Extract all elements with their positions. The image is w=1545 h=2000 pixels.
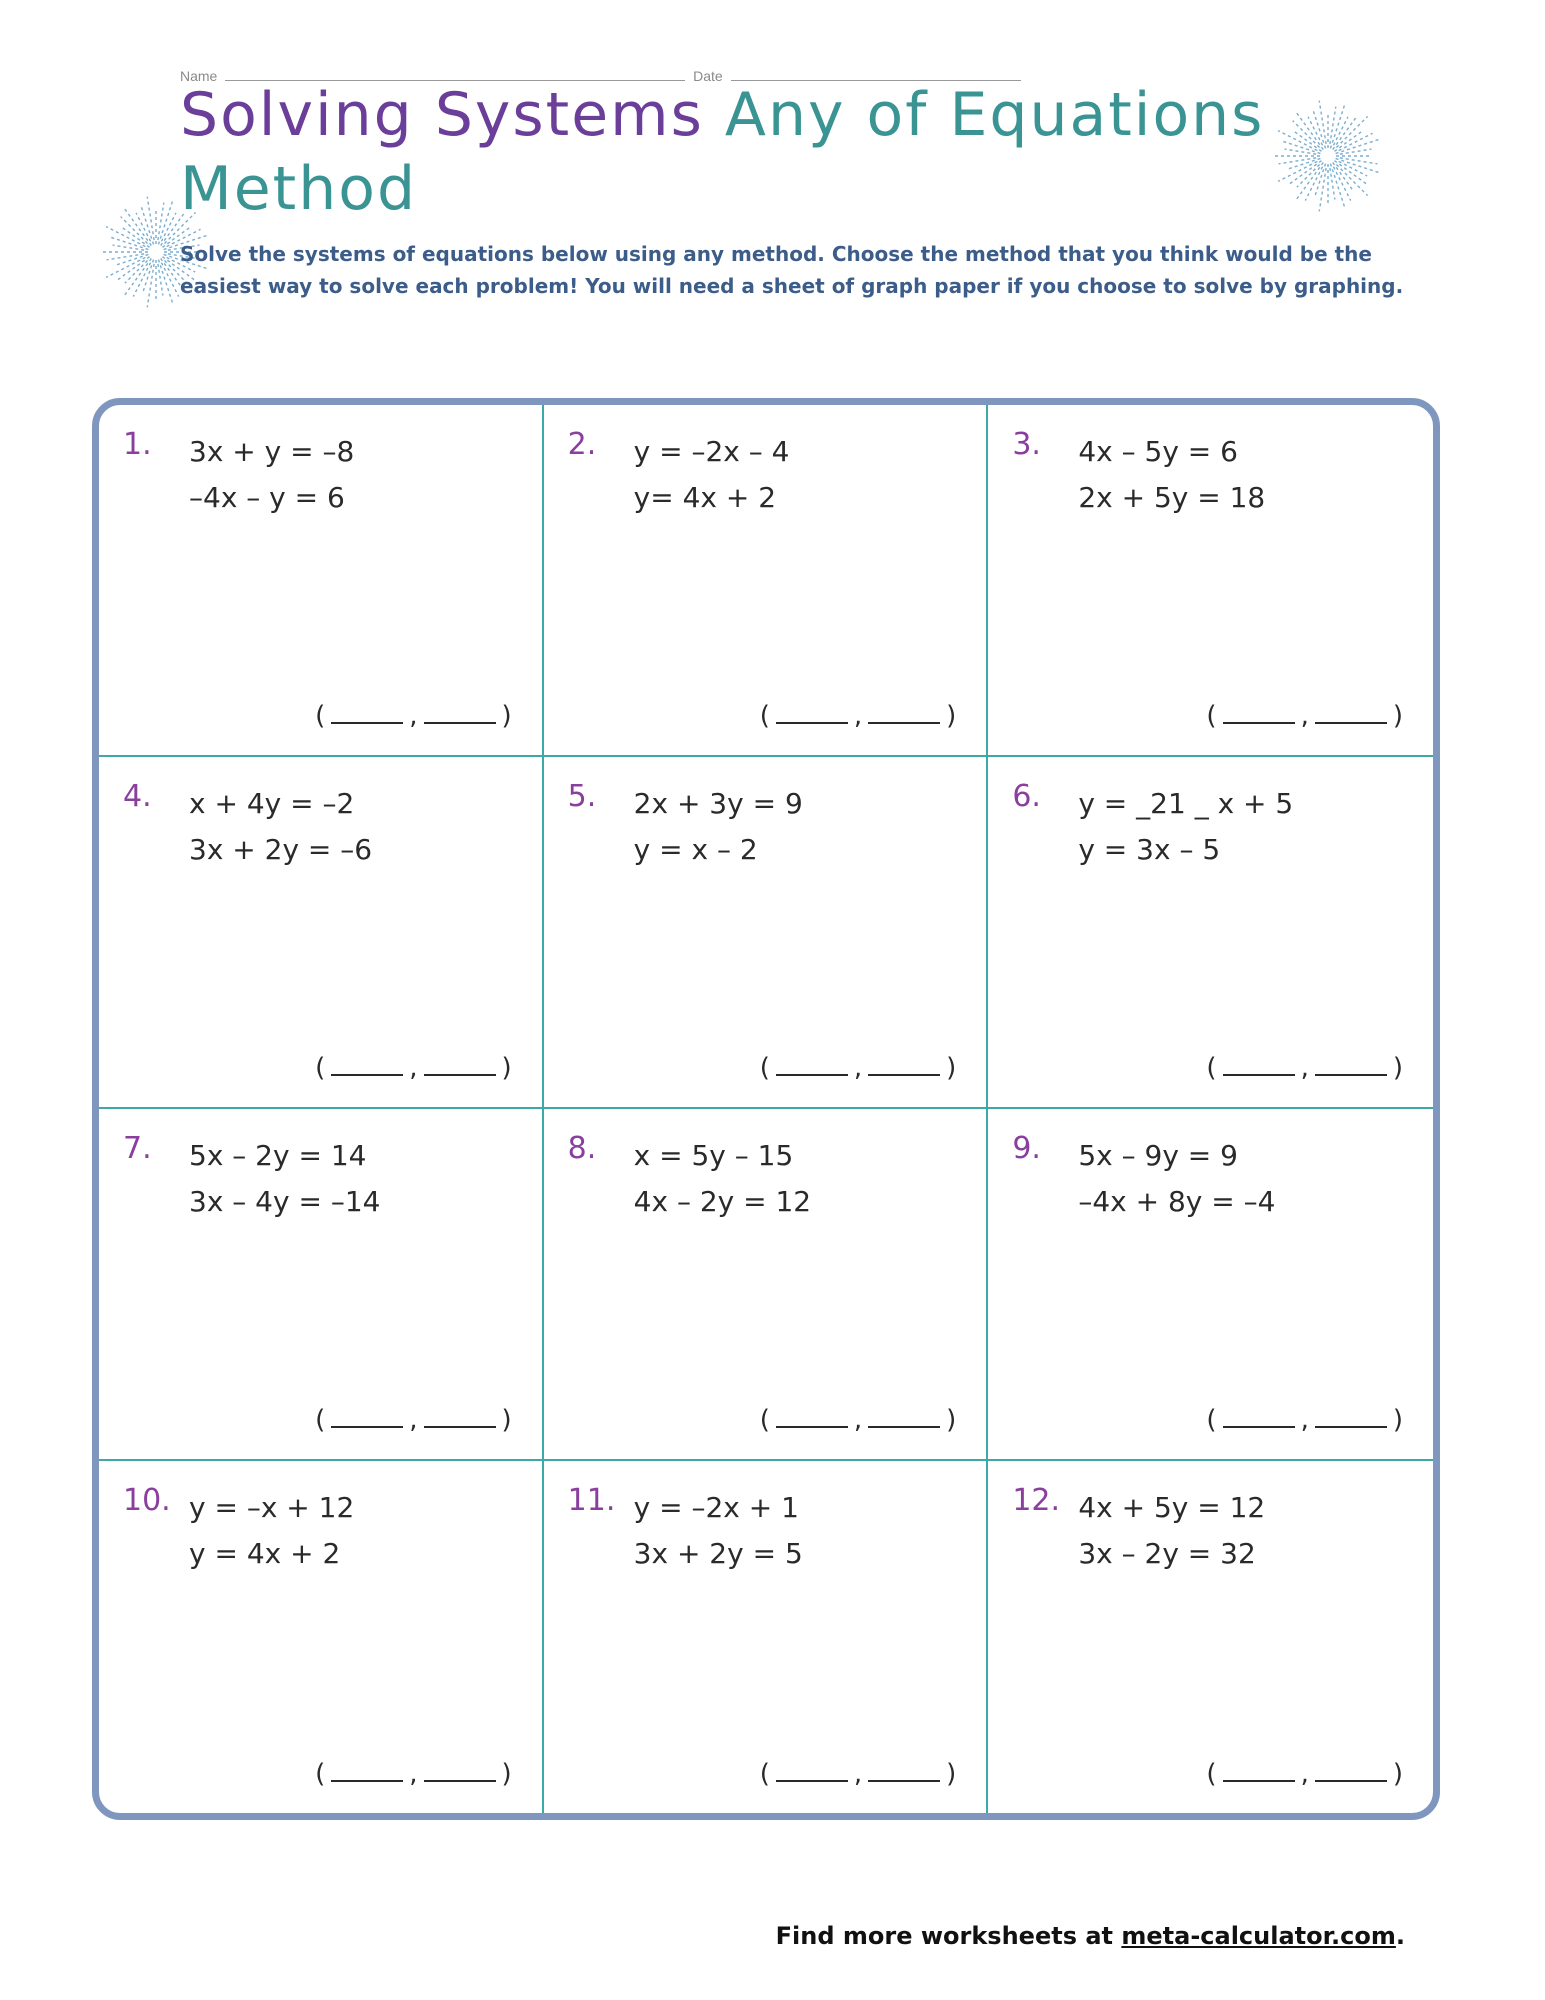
answer-blank[interactable] bbox=[1206, 1053, 1403, 1083]
answer-x-blank[interactable] bbox=[331, 1406, 403, 1428]
answer-comma: , bbox=[409, 701, 418, 731]
equation-pair bbox=[1078, 781, 1293, 873]
equation-pair bbox=[634, 781, 803, 873]
answer-close-paren: ) bbox=[1392, 1053, 1403, 1083]
answer-x-blank[interactable] bbox=[1223, 702, 1295, 724]
answer-open-paren: ( bbox=[1206, 1759, 1217, 1789]
answer-blank[interactable] bbox=[1206, 701, 1403, 731]
problem-number: 1. bbox=[123, 427, 152, 462]
answer-x-blank[interactable] bbox=[331, 1054, 403, 1076]
problem-number: 12. bbox=[1012, 1483, 1061, 1518]
answer-y-blank[interactable] bbox=[868, 1406, 940, 1428]
equation-2: y= 4x + 2 bbox=[633, 481, 777, 514]
answer-y-blank[interactable] bbox=[1315, 702, 1387, 724]
problem-cell bbox=[988, 1109, 1433, 1461]
problem-number: 5. bbox=[567, 779, 597, 814]
equation-1: y = _21 _ x + 5 bbox=[1078, 787, 1294, 820]
problem-number: 10. bbox=[123, 1483, 171, 1518]
problem-number: 4. bbox=[123, 779, 152, 814]
answer-x-blank[interactable] bbox=[776, 702, 848, 724]
answer-blank[interactable] bbox=[760, 701, 957, 731]
equation-2: –4x – y = 6 bbox=[189, 481, 345, 514]
answer-open-paren: ( bbox=[759, 1759, 770, 1789]
answer-comma: , bbox=[1300, 1405, 1309, 1435]
equation-2: y = x – 2 bbox=[633, 833, 758, 866]
answer-blank[interactable] bbox=[315, 1053, 512, 1083]
equation-2: 2x + 5y = 18 bbox=[1078, 481, 1266, 514]
answer-open-paren: ( bbox=[315, 1759, 326, 1789]
problem-cell bbox=[544, 405, 989, 757]
answer-close-paren: ) bbox=[946, 1053, 957, 1083]
equation-1: x + 4y = –2 bbox=[189, 787, 355, 820]
name-label: Name bbox=[180, 68, 218, 84]
equation-pair bbox=[1078, 1133, 1275, 1225]
problem-cell bbox=[99, 1461, 544, 1813]
equation-pair bbox=[634, 1485, 803, 1577]
answer-blank[interactable] bbox=[760, 1053, 957, 1083]
equation-pair bbox=[634, 429, 790, 521]
answer-comma: , bbox=[853, 1405, 863, 1435]
answer-comma: , bbox=[409, 1759, 418, 1789]
problem-number: 11. bbox=[567, 1483, 616, 1518]
answer-close-paren: ) bbox=[1392, 1759, 1403, 1789]
answer-y-blank[interactable] bbox=[424, 1054, 496, 1076]
answer-open-paren: ( bbox=[1206, 1053, 1217, 1083]
equation-1: 4x + 5y = 12 bbox=[1078, 1491, 1266, 1524]
problem-cell bbox=[99, 757, 544, 1109]
answer-open-paren: ( bbox=[315, 701, 326, 731]
problem-cell bbox=[544, 1461, 989, 1813]
answer-comma: , bbox=[853, 701, 863, 731]
equation-pair bbox=[634, 1133, 811, 1225]
title-teal-part: Any of Equations Method bbox=[180, 80, 1265, 224]
answer-y-blank[interactable] bbox=[424, 1760, 496, 1782]
equation-pair bbox=[1078, 429, 1265, 521]
equation-1: y = –x + 12 bbox=[189, 1491, 355, 1524]
answer-y-blank[interactable] bbox=[1315, 1406, 1387, 1428]
answer-comma: , bbox=[853, 1053, 863, 1083]
answer-blank[interactable] bbox=[1206, 1759, 1403, 1789]
equation-1: y = –2x – 4 bbox=[633, 435, 790, 468]
starburst-decoration-top-right bbox=[1268, 96, 1388, 216]
answer-y-blank[interactable] bbox=[868, 1054, 940, 1076]
footer-prefix: Find more worksheets at bbox=[775, 1922, 1122, 1950]
answer-comma: , bbox=[1300, 1759, 1309, 1789]
equation-2: y = 3x – 5 bbox=[1078, 833, 1221, 866]
problem-cell bbox=[988, 405, 1433, 757]
problem-number: 6. bbox=[1012, 779, 1041, 814]
problem-number: 7. bbox=[123, 1131, 152, 1166]
answer-x-blank[interactable] bbox=[331, 702, 403, 724]
answer-open-paren: ( bbox=[759, 1405, 770, 1435]
answer-blank[interactable] bbox=[760, 1405, 957, 1435]
equation-1: 2x + 3y = 9 bbox=[633, 787, 803, 820]
problem-cell bbox=[544, 757, 989, 1109]
problem-number: 3. bbox=[1012, 427, 1041, 462]
answer-blank[interactable] bbox=[315, 1759, 512, 1789]
answer-y-blank[interactable] bbox=[868, 702, 940, 724]
problem-cell bbox=[99, 405, 544, 757]
problem-cell bbox=[544, 1109, 989, 1461]
answer-y-blank[interactable] bbox=[1315, 1054, 1387, 1076]
answer-comma: , bbox=[853, 1759, 863, 1789]
page-title bbox=[180, 78, 1280, 226]
equation-pair bbox=[189, 781, 372, 873]
problem-cell bbox=[99, 1109, 544, 1461]
equation-pair bbox=[189, 429, 354, 521]
equation-1: 5x – 9y = 9 bbox=[1078, 1139, 1238, 1172]
answer-open-paren: ( bbox=[315, 1405, 326, 1435]
problem-number: 2. bbox=[567, 427, 597, 462]
answer-comma: , bbox=[409, 1405, 418, 1435]
footer-text bbox=[776, 1922, 1405, 1950]
answer-close-paren: ) bbox=[946, 701, 957, 731]
problem-number: 8. bbox=[567, 1131, 597, 1166]
equation-1: 5x – 2y = 14 bbox=[189, 1139, 367, 1172]
equation-1: 4x – 5y = 6 bbox=[1078, 435, 1238, 468]
answer-open-paren: ( bbox=[759, 1053, 770, 1083]
answer-x-blank[interactable] bbox=[776, 1760, 848, 1782]
date-label: Date bbox=[693, 68, 723, 84]
answer-close-paren: ) bbox=[501, 1053, 512, 1083]
footer-link[interactable]: meta-calculator.com bbox=[1121, 1922, 1396, 1950]
answer-close-paren: ) bbox=[1392, 1405, 1403, 1435]
instructions-text: Solve the systems of equations below using any method. Choose the method that you think would be the easiest way to solve each problem! You will need a sheet of graph paper if you choose to solve by graphing. bbox=[180, 242, 1404, 298]
answer-open-paren: ( bbox=[1206, 701, 1217, 731]
equation-2: 3x + 2y = 5 bbox=[633, 1537, 803, 1570]
answer-close-paren: ) bbox=[946, 1759, 957, 1789]
answer-blank[interactable] bbox=[760, 1759, 957, 1789]
answer-blank[interactable] bbox=[315, 1405, 512, 1435]
problem-grid bbox=[92, 398, 1440, 1820]
equation-2: 3x – 2y = 32 bbox=[1078, 1537, 1256, 1570]
answer-x-blank[interactable] bbox=[776, 1054, 848, 1076]
answer-y-blank[interactable] bbox=[868, 1760, 940, 1782]
equation-2: y = 4x + 2 bbox=[189, 1537, 341, 1570]
problem-cell bbox=[988, 757, 1433, 1109]
equation-pair bbox=[1078, 1485, 1265, 1577]
answer-x-blank[interactable] bbox=[331, 1760, 403, 1782]
answer-open-paren: ( bbox=[1206, 1405, 1217, 1435]
equation-pair bbox=[189, 1485, 354, 1577]
equation-pair bbox=[189, 1133, 380, 1225]
equation-2: 3x + 2y = –6 bbox=[189, 833, 373, 866]
answer-open-paren: ( bbox=[759, 701, 770, 731]
problem-cell bbox=[988, 1461, 1433, 1813]
answer-x-blank[interactable] bbox=[1223, 1406, 1295, 1428]
problem-number: 9. bbox=[1012, 1131, 1041, 1166]
title-purple-part: Solving Systems bbox=[180, 80, 704, 150]
answer-x-blank[interactable] bbox=[1223, 1760, 1295, 1782]
answer-blank[interactable] bbox=[315, 701, 512, 731]
answer-y-blank[interactable] bbox=[424, 702, 496, 724]
answer-close-paren: ) bbox=[946, 1405, 957, 1435]
answer-comma: , bbox=[1300, 1053, 1309, 1083]
equation-2: 4x – 2y = 12 bbox=[633, 1185, 812, 1218]
answer-x-blank[interactable] bbox=[776, 1406, 848, 1428]
answer-open-paren: ( bbox=[315, 1053, 326, 1083]
answer-comma: , bbox=[409, 1053, 418, 1083]
footer-suffix: . bbox=[1395, 1922, 1405, 1950]
answer-y-blank[interactable] bbox=[424, 1406, 496, 1428]
equation-2: –4x + 8y = –4 bbox=[1078, 1185, 1276, 1218]
answer-y-blank[interactable] bbox=[1315, 1760, 1387, 1782]
answer-close-paren: ) bbox=[1392, 701, 1403, 731]
equation-2: 3x – 4y = –14 bbox=[189, 1185, 381, 1218]
answer-close-paren: ) bbox=[501, 701, 512, 731]
answer-x-blank[interactable] bbox=[1223, 1054, 1295, 1076]
answer-comma: , bbox=[1300, 701, 1309, 731]
equation-1: y = –2x + 1 bbox=[633, 1491, 799, 1524]
equation-1: x = 5y – 15 bbox=[633, 1139, 794, 1172]
answer-close-paren: ) bbox=[501, 1405, 512, 1435]
answer-blank[interactable] bbox=[1206, 1405, 1403, 1435]
equation-1: 3x + y = –8 bbox=[189, 435, 355, 468]
answer-close-paren: ) bbox=[501, 1759, 512, 1789]
